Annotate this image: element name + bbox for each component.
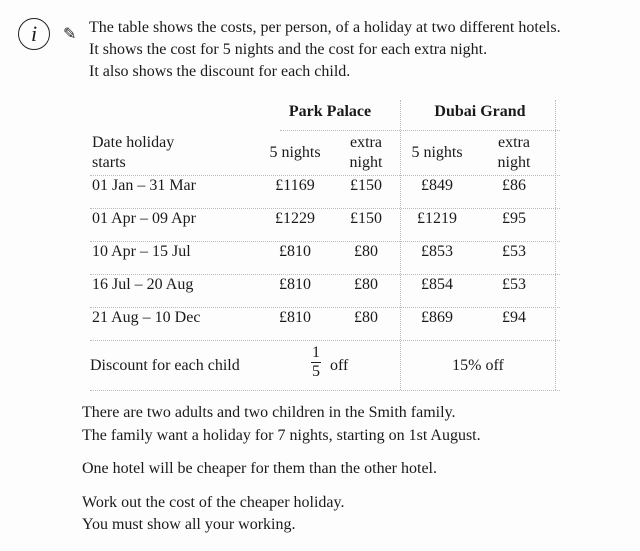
- cell-pp5: £1229: [275, 210, 315, 227]
- cell-dg5: £854: [421, 276, 453, 293]
- fraction-numerator: 1: [312, 344, 320, 361]
- cell-dgx: £53: [502, 276, 526, 293]
- cell-dgx: £53: [502, 243, 526, 260]
- cell-pp5: £810: [279, 309, 311, 326]
- pp-extra-header-1: extra: [350, 134, 382, 151]
- dg-discount: 15% off: [452, 357, 504, 374]
- cell-date: 21 Aug – 10 Dec: [92, 309, 201, 326]
- cell-date: 01 Apr – 09 Apr: [92, 210, 196, 227]
- cell-date: 01 Jan – 31 Mar: [92, 177, 196, 194]
- intro-line-2: It shows the cost for 5 nights and the cost for each extra night.: [89, 41, 488, 58]
- dg-5-nights-header: 5 nights: [411, 144, 463, 161]
- fraction-denominator: 5: [312, 363, 320, 380]
- date-header-1: Date holiday: [92, 134, 175, 151]
- hotel-dubai-grand: Dubai Grand: [434, 103, 526, 120]
- cell-dgx: £86: [502, 177, 526, 194]
- pp-discount-fraction: [311, 345, 321, 380]
- outro-line-1: There are two adults and two children in the Smith family.: [82, 404, 456, 421]
- dg-extra-header-1: extra: [498, 134, 530, 151]
- pp-discount-suffix: off: [330, 357, 349, 374]
- cell-dg5: £1219: [417, 210, 457, 227]
- cell-date: 10 Apr – 15 Jul: [92, 243, 191, 260]
- pp-extra-header-2: night: [349, 154, 383, 171]
- cell-dgx: £95: [502, 210, 526, 227]
- cell-dg5: £849: [421, 177, 453, 194]
- cell-date: 16 Jul – 20 Aug: [92, 276, 194, 293]
- cell-pp5: £810: [279, 243, 311, 260]
- cell-dg5: £853: [421, 243, 453, 260]
- outro-line-4: Work out the cost of the cheaper holiday.: [82, 494, 345, 511]
- intro-line-3: It also shows the discount for each child.: [89, 63, 351, 80]
- cell-pp5: £810: [279, 276, 311, 293]
- question-marker-icon: i: [18, 18, 50, 50]
- cell-ppx: £80: [354, 243, 378, 260]
- cell-ppx: £150: [350, 177, 382, 194]
- discount-label: Discount for each child: [90, 357, 240, 374]
- dg-extra-header-2: night: [497, 154, 531, 171]
- cell-pp5: £1169: [275, 177, 315, 194]
- cell-ppx: £80: [354, 276, 378, 293]
- date-header-2: starts: [92, 154, 126, 171]
- cell-ppx: £150: [350, 210, 382, 227]
- cell-ppx: £80: [354, 309, 378, 326]
- outro-line-2: The family want a holiday for 7 nights, starting on 1st August.: [82, 427, 481, 444]
- outro-line-3: One hotel will be cheaper for them than the other hotel.: [82, 460, 437, 477]
- hotel-park-palace: Park Palace: [288, 103, 372, 120]
- cell-dgx: £94: [502, 309, 526, 326]
- intro-line-1: The table shows the costs, per person, of a holiday at two different hotels.: [89, 19, 561, 36]
- pp-5-nights-header: 5 nights: [269, 144, 321, 161]
- pen-mark-icon: ✎: [63, 26, 77, 43]
- cell-dg5: £869: [421, 309, 453, 326]
- outro-line-5: You must show all your working.: [82, 516, 296, 533]
